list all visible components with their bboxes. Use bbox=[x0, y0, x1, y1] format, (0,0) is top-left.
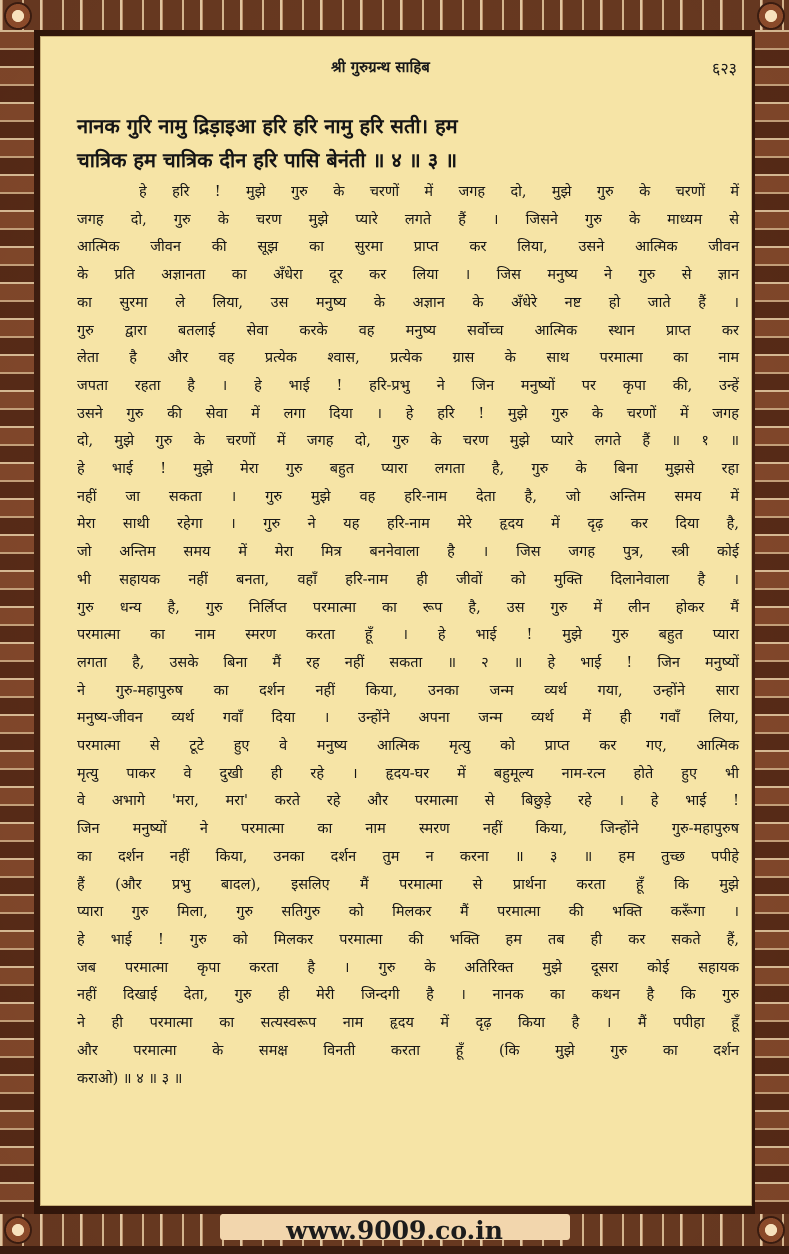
translation-line: दो, मुझे गुरु के चरणों में जगह दो, गुरु के चरण मुझे प्यारे लगते हैं ॥ १ ॥ bbox=[77, 428, 739, 456]
border-right-pattern bbox=[755, 30, 789, 1214]
translation-line: मनुष्य-जीवन व्यर्थ गवाँ दिया । उन्होंने अपना जन्म व्यर्थ में ही गवाँ लिया, bbox=[77, 705, 739, 733]
translation-line: लगता है, उसके बिना मैं रह नहीं सकता ॥ २ ॥ हे भाई ! जिन मनुष्यों bbox=[77, 650, 739, 678]
translation-line: उसने गुरु की सेवा में लगा दिया । हे हरि ! मुझे गुरु के चरणों में जगह bbox=[77, 401, 739, 429]
translation-line: वे अभागे 'मरा, मरा' करते रहे और परमात्मा से बिछुड़े रहे । हे भाई ! bbox=[77, 788, 739, 816]
verse-line: नानक गुरि नामु द्रिड़ाइआ हरि हरि नामु हरि सती। हम bbox=[77, 109, 739, 143]
translation-line: हे भाई ! मुझे मेरा गुरु बहुत प्यारा लगता है, गुरु के बिना मुझसे रहा bbox=[77, 456, 739, 484]
scripture-page bbox=[40, 36, 752, 1206]
translation-line: के प्रति अज्ञानता का अँधेरा दूर कर लिया । जिस मनुष्य ने गुरु से ज्ञान bbox=[77, 262, 739, 290]
verse-block bbox=[77, 109, 739, 177]
translation-line: मृत्यु पाकर वे दुखी ही रहे । हृदय-घर में बहुमूल्य नाम-रत्न होते हुए भी bbox=[77, 761, 739, 789]
translation-line: जगह दो, गुरु के चरण मुझे प्यारे लगते हैं । जिसने गुरु के माध्यम से bbox=[77, 207, 739, 235]
translation-line: जो अन्तिम समय में मेरा मित्र बननेवाला है । जिस जगह पुत्र, स्त्री कोई bbox=[77, 539, 739, 567]
translation-line: गुरु द्वारा बतलाई सेवा करके वह मनुष्य सर्वोच्च आत्मिक स्थान प्राप्त कर bbox=[77, 318, 739, 346]
translation-line: ने गुरु-महापुरुष का दर्शन नहीं किया, उनका जन्म व्यर्थ गया, उन्होंने सारा bbox=[77, 678, 739, 706]
border-left-pattern bbox=[0, 30, 34, 1214]
page-number: ६२३ bbox=[712, 57, 737, 79]
translation-line: जपता रहता है । हे भाई ! हरि-प्रभु ने जिन मनुष्यों पर कृपा की, उन्हें bbox=[77, 373, 739, 401]
translation-text bbox=[77, 179, 739, 1093]
translation-line: ने ही परमात्मा का सत्यस्वरूप नाम हृदय में दृढ़ किया है । मैं पपीहा हूँ bbox=[77, 1010, 739, 1038]
translation-line: कराओ) ॥ ४ ॥ ३ ॥ bbox=[77, 1066, 739, 1094]
translation-line: परमात्मा का नाम स्मरण करता हूँ । हे भाई ! मुझे गुरु बहुत प्यारा bbox=[77, 622, 739, 650]
translation-line: का सुरमा ले लिया, उस मनुष्य के अज्ञान के अँधेरे नष्ट हो जाते हैं । bbox=[77, 290, 739, 318]
translation-line: का दर्शन नहीं किया, उनका दर्शन तुम न करना ॥ ३ ॥ हम तुच्छ पपीहे bbox=[77, 844, 739, 872]
verse-line: चात्रिक हम चात्रिक दीन हरि पासि बेनंती ॥ ४ ॥ ३ ॥ bbox=[77, 143, 739, 177]
website-watermark: www.9009.co.in bbox=[0, 1208, 789, 1246]
translation-line: मेरा साथी रहेगा । गुरु ने यह हरि-नाम मेरे हृदय में दृढ़ कर दिया है, bbox=[77, 511, 739, 539]
translation-line: भी सहायक नहीं बनता, वहाँ हरि-नाम ही जीवों को मुक्ति दिलानेवाला है । bbox=[77, 567, 739, 595]
border-top-pattern bbox=[0, 0, 789, 30]
translation-line: हे भाई ! गुरु को मिलकर परमात्मा की भक्ति हम तब ही कर सकते हैं, bbox=[77, 927, 739, 955]
translation-line: और परमात्मा के समक्ष विनती करता हूँ (कि मुझे गुरु का दर्शन bbox=[77, 1038, 739, 1066]
translation-line: प्यारा गुरु मिला, गुरु सतिगुरु को मिलकर मैं परमात्मा की भक्ति करूँगा । bbox=[77, 899, 739, 927]
corner-ornament-icon bbox=[757, 2, 785, 30]
translation-line: गुरु धन्य है, गुरु निर्लिप्त परमात्मा का रूप है, उस गुरु में लीन होकर मैं bbox=[77, 595, 739, 623]
translation-line: लेता है और वह प्रत्येक श्वास, प्रत्येक ग्रास के साथ परमात्मा का नाम bbox=[77, 345, 739, 373]
translation-line: हैं (और प्रभु बादल), इसलिए मैं परमात्मा से प्रार्थना करता हूँ कि मुझे bbox=[77, 872, 739, 900]
translation-line: आत्मिक जीवन की सूझ का सुरमा प्राप्त कर लिया, उसने आत्मिक जीवन bbox=[77, 234, 739, 262]
page-title: श्री गुरुग्रन्थ साहिब bbox=[331, 57, 430, 77]
translation-line: परमात्मा से टूटे हुए वे मनुष्य आत्मिक मृत्यु को प्राप्त कर गए, आत्मिक bbox=[77, 733, 739, 761]
translation-line: हे हरि ! मुझे गुरु के चरणों में जगह दो, मुझे गुरु के चरणों में bbox=[77, 179, 739, 207]
corner-ornament-icon bbox=[4, 2, 32, 30]
translation-line: जिन मनुष्यों ने परमात्मा का नाम स्मरण नहीं किया, जिन्होंने गुरु-महापुरुष bbox=[77, 816, 739, 844]
translation-line: नहीं दिखाई देता, गुरु ही मेरी जिन्दगी है । नानक का कथन है कि गुरु bbox=[77, 982, 739, 1010]
page-header bbox=[41, 57, 751, 81]
translation-line: जब परमात्मा कृपा करता है । गुरु के अतिरिक्त मुझे दूसरा कोई सहायक bbox=[77, 955, 739, 983]
translation-line: नहीं जा सकता । गुरु मुझे वह हरि-नाम देता है, जो अन्तिम समय में bbox=[77, 484, 739, 512]
